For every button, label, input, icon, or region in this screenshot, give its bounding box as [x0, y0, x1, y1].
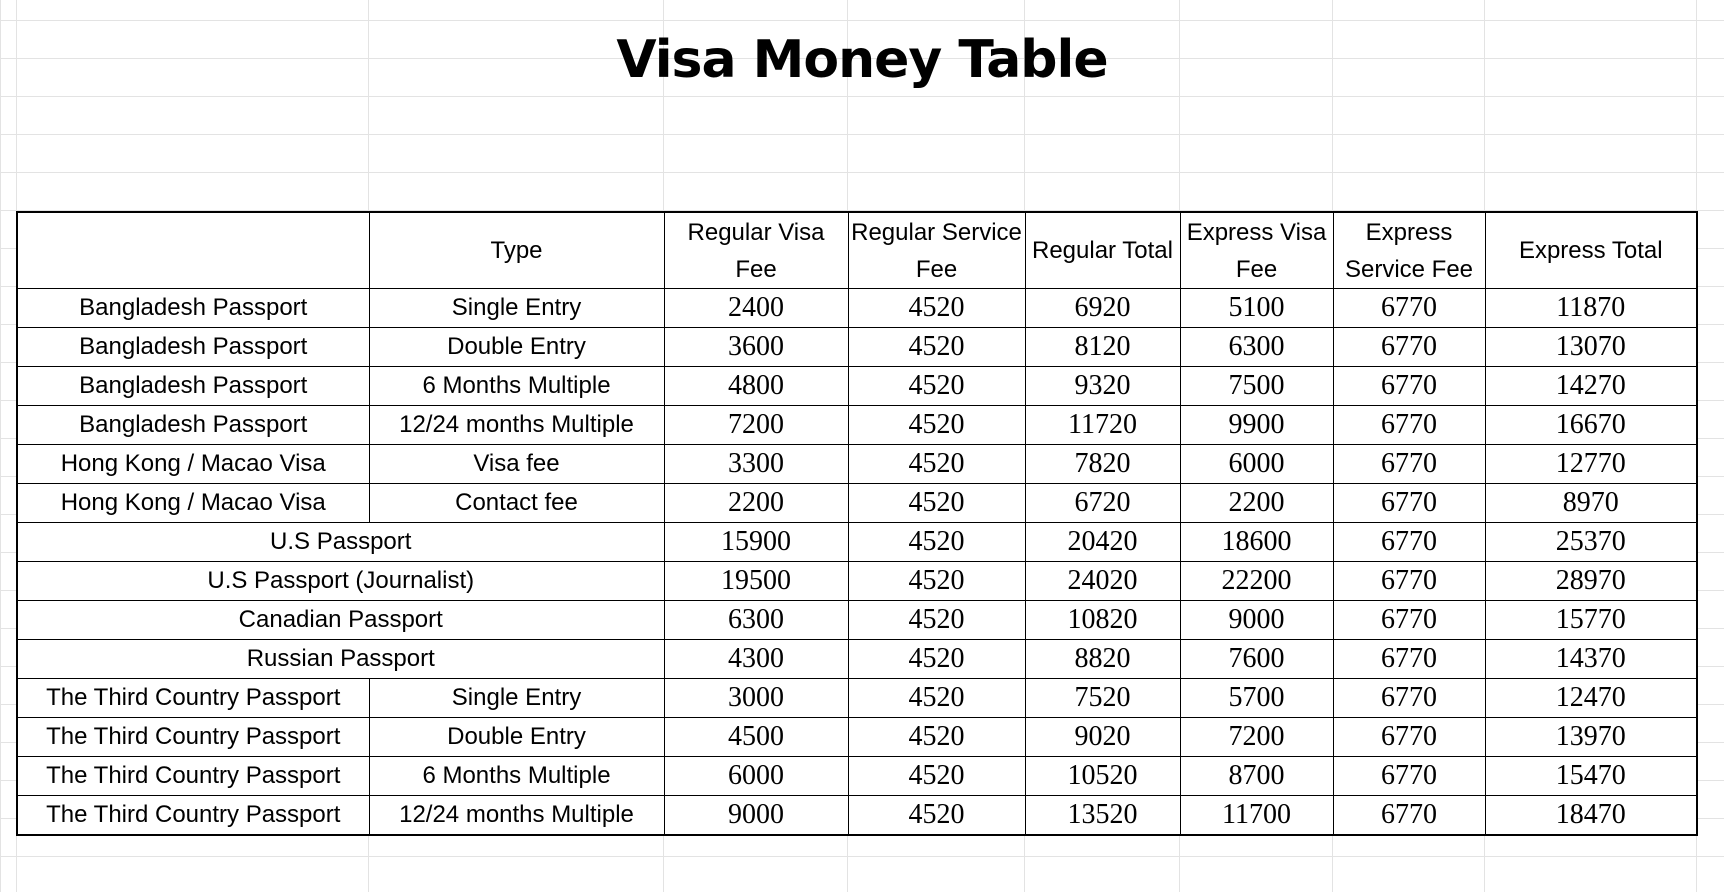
cell-regular-visa-fee[interactable]: 4500: [664, 718, 848, 757]
cell-passport[interactable]: Bangladesh Passport: [17, 367, 369, 406]
cell-regular-visa-fee[interactable]: 19500: [664, 562, 848, 601]
cell-passport[interactable]: The Third Country Passport: [17, 757, 369, 796]
cell-regular-service-fee[interactable]: 4520: [848, 484, 1025, 523]
table-row: [17, 523, 1697, 562]
cell-express-total[interactable]: 12770: [1485, 445, 1697, 484]
cell-express-service-fee[interactable]: 6770: [1333, 679, 1485, 718]
cell-regular-service-fee[interactable]: 4520: [848, 562, 1025, 601]
cell-passport[interactable]: Bangladesh Passport: [17, 406, 369, 445]
table-row: [17, 640, 1697, 679]
cell-express-total[interactable]: 25370: [1485, 523, 1697, 562]
cell-passport[interactable]: Bangladesh Passport: [17, 328, 369, 367]
cell-passport[interactable]: U.S Passport (Journalist): [17, 562, 664, 601]
cell-regular-total[interactable]: 6720: [1025, 484, 1180, 523]
cell-express-service-fee[interactable]: 6770: [1333, 484, 1485, 523]
cell-express-visa-fee[interactable]: 8700: [1180, 757, 1333, 796]
cell-regular-visa-fee[interactable]: 3600: [664, 328, 848, 367]
cell-regular-total[interactable]: 10820: [1025, 601, 1180, 640]
cell-express-visa-fee[interactable]: 11700: [1180, 796, 1333, 836]
cell-regular-service-fee[interactable]: 4520: [848, 367, 1025, 406]
cell-express-total[interactable]: 15470: [1485, 757, 1697, 796]
table-row: [17, 796, 1697, 836]
cell-express-service-fee[interactable]: 6770: [1333, 367, 1485, 406]
cell-express-total[interactable]: 14270: [1485, 367, 1697, 406]
table-row: [17, 757, 1697, 796]
cell-regular-total[interactable]: 10520: [1025, 757, 1180, 796]
cell-regular-visa-fee[interactable]: 2400: [664, 289, 848, 328]
cell-regular-visa-fee[interactable]: 4300: [664, 640, 848, 679]
cell-passport[interactable]: Russian Passport: [17, 640, 664, 679]
cell-express-visa-fee[interactable]: 9000: [1180, 601, 1333, 640]
cell-express-total[interactable]: 18470: [1485, 796, 1697, 836]
cell-regular-service-fee[interactable]: 4520: [848, 406, 1025, 445]
header-type[interactable]: Type: [369, 212, 664, 289]
table-row: [17, 367, 1697, 406]
header-regular-total[interactable]: Regular Total: [1025, 212, 1180, 289]
cell-type[interactable]: Double Entry: [369, 328, 664, 367]
cell-express-service-fee[interactable]: 6770: [1333, 796, 1485, 836]
cell-type[interactable]: Visa fee: [369, 445, 664, 484]
cell-express-visa-fee[interactable]: 2200: [1180, 484, 1333, 523]
cell-express-visa-fee[interactable]: 7200: [1180, 718, 1333, 757]
cell-express-service-fee[interactable]: 6770: [1333, 289, 1485, 328]
cell-express-service-fee[interactable]: 6770: [1333, 328, 1485, 367]
cell-type[interactable]: 6 Months Multiple: [369, 367, 664, 406]
header-regular-service-fee[interactable]: Regular Service Fee: [848, 212, 1025, 289]
cell-type[interactable]: 12/24 months Multiple: [369, 406, 664, 445]
cell-type[interactable]: Single Entry: [369, 289, 664, 328]
cell-express-total[interactable]: 16670: [1485, 406, 1697, 445]
cell-express-total[interactable]: 8970: [1485, 484, 1697, 523]
cell-express-service-fee[interactable]: 6770: [1333, 601, 1485, 640]
cell-passport[interactable]: The Third Country Passport: [17, 679, 369, 718]
cell-passport[interactable]: Bangladesh Passport: [17, 289, 369, 328]
cell-regular-visa-fee[interactable]: 3000: [664, 679, 848, 718]
table-row: [17, 562, 1697, 601]
cell-passport[interactable]: Canadian Passport: [17, 601, 664, 640]
cell-regular-service-fee[interactable]: 4520: [848, 523, 1025, 562]
cell-regular-total[interactable]: 11720: [1025, 406, 1180, 445]
cell-express-visa-fee[interactable]: 5700: [1180, 679, 1333, 718]
cell-express-service-fee[interactable]: 6770: [1333, 640, 1485, 679]
cell-express-total[interactable]: 13070: [1485, 328, 1697, 367]
cell-express-visa-fee[interactable]: 6300: [1180, 328, 1333, 367]
cell-regular-visa-fee[interactable]: 15900: [664, 523, 848, 562]
cell-express-visa-fee[interactable]: 18600: [1180, 523, 1333, 562]
cell-express-total[interactable]: 15770: [1485, 601, 1697, 640]
visa-fee-table: [16, 211, 1698, 836]
cell-regular-service-fee[interactable]: 4520: [848, 718, 1025, 757]
cell-express-total[interactable]: 28970: [1485, 562, 1697, 601]
cell-express-service-fee[interactable]: 6770: [1333, 406, 1485, 445]
cell-regular-total[interactable]: 9320: [1025, 367, 1180, 406]
cell-type[interactable]: Single Entry: [369, 679, 664, 718]
header-express-total[interactable]: Express Total: [1485, 212, 1697, 289]
table-row: [17, 484, 1697, 523]
cell-regular-service-fee[interactable]: 4520: [848, 328, 1025, 367]
cell-regular-service-fee[interactable]: 4520: [848, 640, 1025, 679]
table-row: [17, 718, 1697, 757]
cell-regular-visa-fee[interactable]: 3300: [664, 445, 848, 484]
cell-express-visa-fee[interactable]: 5100: [1180, 289, 1333, 328]
table-row: [17, 679, 1697, 718]
cell-type[interactable]: Contact fee: [369, 484, 664, 523]
cell-regular-visa-fee[interactable]: 6300: [664, 601, 848, 640]
cell-regular-total[interactable]: 8120: [1025, 328, 1180, 367]
cell-type[interactable]: Double Entry: [369, 718, 664, 757]
header-express-service-fee[interactable]: Express Service Fee: [1333, 212, 1485, 289]
cell-express-visa-fee[interactable]: 7600: [1180, 640, 1333, 679]
cell-type[interactable]: 12/24 months Multiple: [369, 796, 664, 836]
cell-passport[interactable]: The Third Country Passport: [17, 796, 369, 836]
cell-regular-service-fee[interactable]: 4520: [848, 601, 1025, 640]
cell-express-visa-fee[interactable]: 9900: [1180, 406, 1333, 445]
cell-regular-service-fee[interactable]: 4520: [848, 796, 1025, 836]
table-row: [17, 601, 1697, 640]
cell-express-visa-fee[interactable]: 7500: [1180, 367, 1333, 406]
cell-regular-total[interactable]: 9020: [1025, 718, 1180, 757]
header-passport[interactable]: [17, 212, 369, 289]
table-body: [17, 289, 1697, 836]
cell-regular-service-fee[interactable]: 4520: [848, 679, 1025, 718]
cell-express-visa-fee[interactable]: 22200: [1180, 562, 1333, 601]
cell-regular-visa-fee[interactable]: 4800: [664, 367, 848, 406]
cell-passport[interactable]: U.S Passport: [17, 523, 664, 562]
header-express-visa-fee[interactable]: Express Visa Fee: [1180, 212, 1333, 289]
header-regular-visa-fee[interactable]: Regular Visa Fee: [664, 212, 848, 289]
cell-regular-service-fee[interactable]: 4520: [848, 289, 1025, 328]
cell-regular-total[interactable]: 13520: [1025, 796, 1180, 836]
cell-regular-total[interactable]: 7820: [1025, 445, 1180, 484]
cell-regular-visa-fee[interactable]: 6000: [664, 757, 848, 796]
cell-type[interactable]: 6 Months Multiple: [369, 757, 664, 796]
cell-express-service-fee[interactable]: 6770: [1333, 523, 1485, 562]
cell-regular-visa-fee[interactable]: 7200: [664, 406, 848, 445]
cell-express-visa-fee[interactable]: 6000: [1180, 445, 1333, 484]
page-title: Visa Money Table: [616, 30, 1108, 90]
cell-regular-service-fee[interactable]: 4520: [848, 445, 1025, 484]
cell-regular-service-fee[interactable]: 4520: [848, 757, 1025, 796]
table-row: [17, 445, 1697, 484]
cell-passport[interactable]: The Third Country Passport: [17, 718, 369, 757]
cell-express-service-fee[interactable]: 6770: [1333, 757, 1485, 796]
cell-passport[interactable]: Hong Kong / Macao Visa: [17, 484, 369, 523]
cell-express-service-fee[interactable]: 6770: [1333, 562, 1485, 601]
cell-regular-total[interactable]: 7520: [1025, 679, 1180, 718]
cell-express-service-fee[interactable]: 6770: [1333, 445, 1485, 484]
cell-regular-total[interactable]: 8820: [1025, 640, 1180, 679]
cell-express-total[interactable]: 11870: [1485, 289, 1697, 328]
table-row: [17, 406, 1697, 445]
cell-regular-visa-fee[interactable]: 9000: [664, 796, 848, 836]
table-row: [17, 328, 1697, 367]
cell-regular-total[interactable]: 6920: [1025, 289, 1180, 328]
cell-regular-total[interactable]: 24020: [1025, 562, 1180, 601]
table-row: [17, 289, 1697, 328]
cell-express-total[interactable]: 12470: [1485, 679, 1697, 718]
header-row: [17, 212, 1697, 289]
cell-passport[interactable]: Hong Kong / Macao Visa: [17, 445, 369, 484]
cell-express-total[interactable]: 14370: [1485, 640, 1697, 679]
cell-express-total[interactable]: 13970: [1485, 718, 1697, 757]
cell-express-service-fee[interactable]: 6770: [1333, 718, 1485, 757]
cell-regular-total[interactable]: 20420: [1025, 523, 1180, 562]
cell-regular-visa-fee[interactable]: 2200: [664, 484, 848, 523]
